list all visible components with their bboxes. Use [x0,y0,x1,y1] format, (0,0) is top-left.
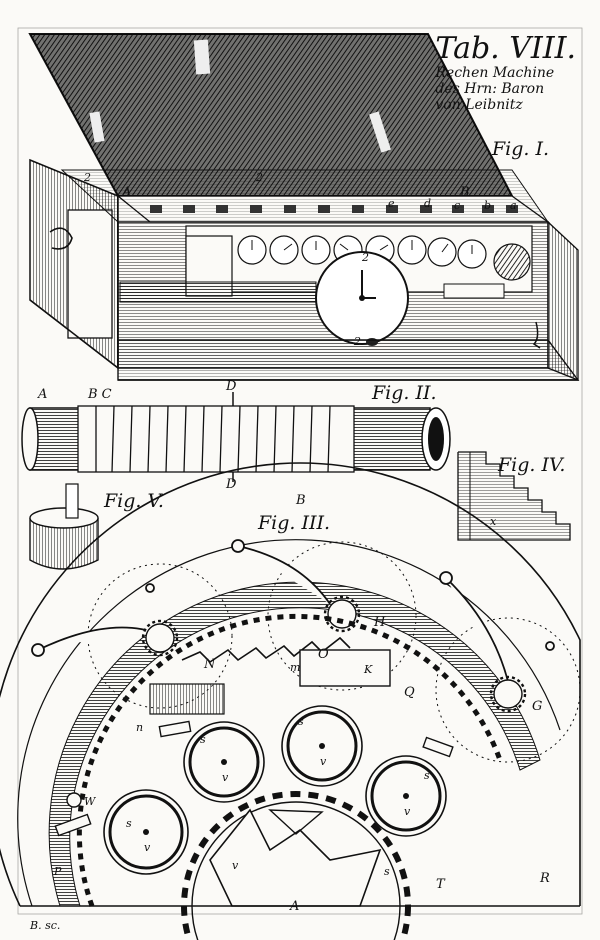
fig1-letter-e: e [388,197,395,210]
fig3-letter-G: G [532,699,543,714]
fig1-letter-c: c [454,199,461,212]
machine-base [118,340,578,380]
lower-rail [120,282,316,302]
fig1-numeral: 2 [256,171,263,184]
fig3-letter-s: s [200,733,206,746]
fig3-letter-H: H [374,615,386,630]
fig3-letter-R: R [540,871,550,886]
fig1-letter-B: B [460,185,470,200]
lid-highlight [194,40,210,75]
fig3-letter-v: v [222,771,229,784]
fig2-letter-A: A [38,387,48,402]
fig3-letter-n: n [136,721,144,734]
machine-side-door [68,210,112,338]
fig3-letter-s: s [384,865,390,878]
fig1-numeral: 2 [84,171,91,184]
fig3-letter-B: B [296,493,306,508]
fig3-letter-m: m [290,661,301,674]
fig3-letter-v: v [404,805,411,818]
fig5-caption: Fig. V. [104,490,164,512]
fig3-letter-Q: Q [404,685,415,700]
fig5-cup [30,484,98,569]
engraver-mark: B. sc. [30,919,61,932]
fig4-letter-x: x [490,515,497,528]
fig2-caption: Fig. II. [372,382,437,404]
fig3-letter-T: T [436,877,445,892]
plate-title: Tab. VIII. [435,31,576,66]
fig1-numeral: 2 [362,251,369,264]
fig3-letter-v: v [320,755,327,768]
fig2-letter-D-top: D [226,379,237,394]
plate-subtitle-1: Rechen Machine [435,65,555,81]
fig1-numeral: 2 [354,335,361,348]
fig3-letter-s: s [126,817,132,830]
fig3-letter-s: s [298,715,304,728]
plate-title-block [435,31,576,113]
fig3-caption: Fig. III. [258,512,331,534]
fig1-letter-a: a [510,199,517,212]
fig2-stepped-drum [22,392,450,482]
fig3-letter-O: O [318,647,329,662]
fig1-caption: Fig. I. [492,138,550,160]
fig2-letter-BC: B C [88,387,112,402]
fig3-letter-P: P [54,865,62,878]
fig2-letter-D-bottom: D [226,477,237,492]
fig1-letter-d: d [424,197,432,210]
carry-slide [444,284,504,298]
machine-top-surface [62,170,548,222]
fig3-letter-v: v [232,859,239,872]
cup-pin [66,484,78,518]
drum-bore [428,417,444,461]
fig1-letter-b: b [484,199,492,212]
fig3-letter-W: W [84,795,96,808]
drum-ribs [78,406,354,472]
fig3-letter-v: v [144,841,151,854]
fig3-letter-K: K [364,663,373,676]
slider-block [150,684,224,714]
fig1-letter-A: A [122,185,132,200]
plate-subtitle-2: des Hrn: Baron [435,81,545,97]
fig3-letter-s: s [424,769,430,782]
fig4-caption: Fig. IV. [498,454,566,476]
fig3-letter-A: A [290,899,300,914]
fig3-letter-N: N [204,657,216,672]
plate-subtitle-3: von Leibnitz [435,97,523,113]
carry-carriage [300,647,390,686]
